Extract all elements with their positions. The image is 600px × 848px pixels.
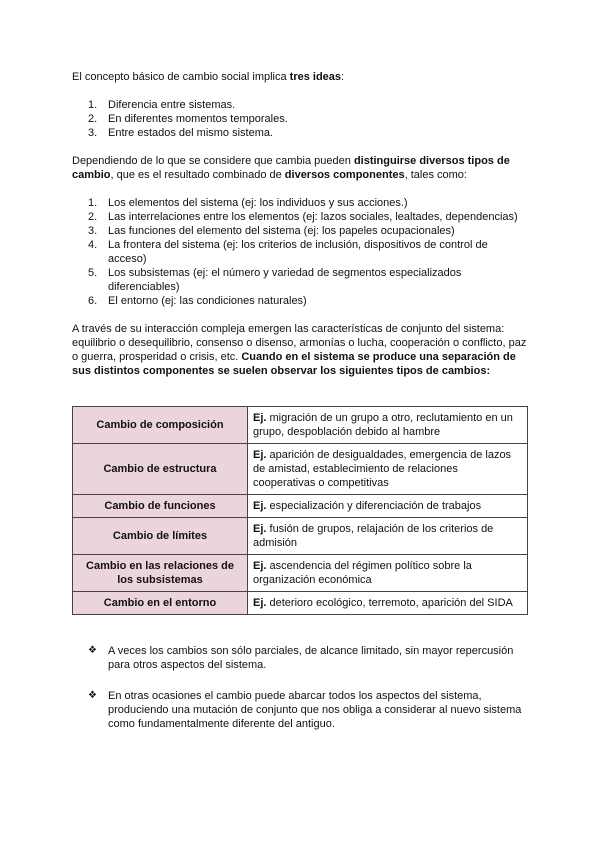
change-type-cell: Cambio en el entorno xyxy=(73,592,248,615)
example-cell: Ej. ascendencia del régimen político sobre la organización económica xyxy=(248,555,528,592)
bullet-list xyxy=(72,644,528,731)
example-cell: Ej. migración de un grupo a otro, reclutamiento en un grupo, despoblación debido al hambre xyxy=(248,407,528,444)
example-cell: Ej. aparición de desigualdades, emergencia de lazos de amistad, establecimiento de relaciones cooperativas o competitivas xyxy=(248,444,528,495)
list-item: 6. El entorno (ej: las condiciones naturales) xyxy=(88,295,307,307)
list-item: 3. Entre estados del mismo sistema. xyxy=(88,127,274,139)
change-types-table xyxy=(72,406,528,615)
list-item: 3. Las funciones del elemento del sistema (ej: los papeles ocupacionales) xyxy=(88,225,455,237)
table-row xyxy=(73,495,528,518)
list-item: 1. Diferencia entre sistemas. xyxy=(88,99,236,111)
example-cell: Ej. fusión de grupos, relajación de los criterios de admisión xyxy=(248,518,528,555)
list-item: 2. Las interrelaciones entre los elementos (ej: lazos sociales, lealtades, dependencias) xyxy=(88,211,518,223)
list-item: 5. Los subsistemas (ej: el número y variedad de segmentos especializados diferenciables) xyxy=(88,267,462,293)
table-row xyxy=(73,444,528,495)
list-item: ❖ A veces los cambios son sólo parciales, de alcance limitado, sin mayor repercusión para otros aspectos del sistema. xyxy=(88,645,514,671)
ideas-list xyxy=(72,98,528,140)
diamond-bullet-icon: ❖ xyxy=(88,690,97,701)
table-row xyxy=(73,555,528,592)
diamond-bullet-icon: ❖ xyxy=(88,645,97,656)
change-type-cell: Cambio en las relaciones de los subsistemas xyxy=(73,555,248,592)
list-item: ❖ En otras ocasiones el cambio puede abarcar todos los aspectos del sistema, produciendo una mutación de conjunto que nos obliga a considerar al nuevo sistema como fundamentalmente diferente del antiguo. xyxy=(88,690,522,730)
example-cell: Ej. deterioro ecológico, terremoto, aparición del SIDA xyxy=(248,592,528,615)
example-cell: Ej. especialización y diferenciación de trabajos xyxy=(248,495,528,518)
components-paragraph: Dependiendo de lo que se considere que cambia pueden distinguirse diversos tipos de cambio, que es el resultado combinado de diversos componentes, tales como: xyxy=(72,155,510,181)
table-row xyxy=(73,592,528,615)
table-row xyxy=(73,407,528,444)
intro-paragraph: El concepto básico de cambio social implica tres ideas: xyxy=(72,71,345,83)
change-type-cell: Cambio de composición xyxy=(73,407,248,444)
list-item: 2. En diferentes momentos temporales. xyxy=(88,113,288,125)
change-type-cell: Cambio de estructura xyxy=(73,444,248,495)
document-body xyxy=(72,70,528,748)
change-type-cell: Cambio de funciones xyxy=(73,495,248,518)
list-item: 1. Los elementos del sistema (ej: los individuos y sus acciones.) xyxy=(88,197,408,209)
components-list xyxy=(72,196,528,308)
interaction-paragraph: A través de su interacción compleja emergen las características de conjunto del sistema: equilibrio o desequilibrio, consenso o disenso, armonías o lucha, cooperación o conflicto, paz o guerra, prosperidad o crisis, etc. Cuando en el sistema se produce una separación de sus distintos componentes se suelen observar los siguientes tipos de cambios: xyxy=(72,323,527,377)
change-type-cell: Cambio de límites xyxy=(73,518,248,555)
list-item: 4. La frontera del sistema (ej: los criterios de inclusión, dispositivos de control de acceso) xyxy=(88,239,488,265)
table-row xyxy=(73,518,528,555)
